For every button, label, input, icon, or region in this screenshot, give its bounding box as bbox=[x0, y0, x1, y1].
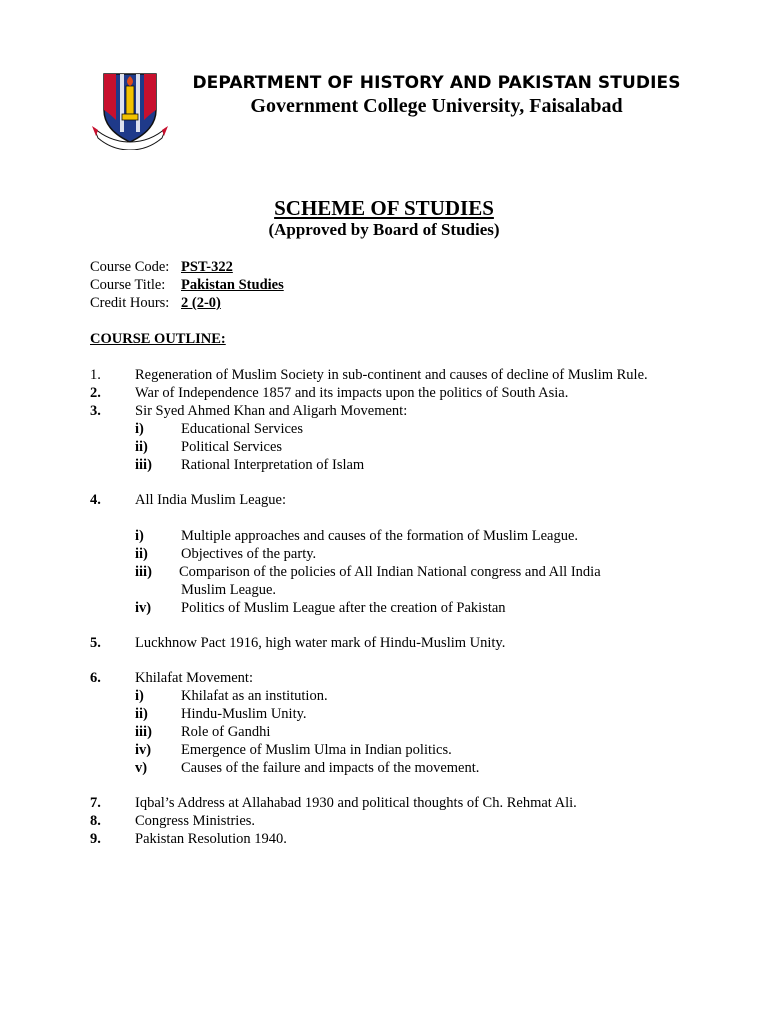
outline-item-number: 3. bbox=[90, 403, 101, 419]
outline-item-text: War of Independence 1857 and its impacts upon the politics of South Asia. bbox=[135, 385, 569, 401]
course-title-label: Course Title: bbox=[90, 277, 166, 293]
page-subtitle: (Approved by Board of Studies) bbox=[268, 220, 500, 239]
outline-item-text: Sir Syed Ahmed Khan and Aligarh Movement: bbox=[135, 403, 408, 419]
department-heading: DEPARTMENT OF HISTORY AND PAKISTAN STUDIES bbox=[192, 73, 681, 93]
sub-item-number: i) bbox=[135, 688, 144, 704]
sub-item-text: Educational Services bbox=[181, 421, 303, 437]
course-code-label: Course Code: bbox=[90, 259, 170, 275]
sub-item-number: iii) bbox=[135, 564, 152, 580]
outline-item-text: Khilafat Movement: bbox=[135, 670, 253, 686]
sub-item-number: ii) bbox=[135, 439, 148, 455]
outline-item-text: Iqbal’s Address at Allahabad 1930 and political thoughts of Ch. Rehmat Ali. bbox=[135, 795, 577, 811]
course-outline-heading: COURSE OUTLINE: bbox=[90, 331, 226, 347]
sub-item-number: iv) bbox=[135, 600, 152, 616]
outline-item-text: Pakistan Resolution 1940. bbox=[135, 831, 287, 847]
sub-item-number: i) bbox=[135, 528, 144, 544]
outline-item-number: 6. bbox=[90, 670, 101, 686]
outline-item-text: All India Muslim League: bbox=[135, 492, 287, 508]
credit-hours-value: 2 (2-0) bbox=[181, 295, 221, 311]
course-title-value: Pakistan Studies bbox=[181, 277, 284, 293]
sub-item-text: Objectives of the party. bbox=[181, 546, 317, 562]
sub-item-text: Multiple approaches and causes of the formation of Muslim League. bbox=[181, 528, 579, 544]
sub-item-text: Comparison of the policies of All Indian National congress and All India bbox=[179, 564, 601, 580]
sub-item-number: iv) bbox=[135, 742, 152, 758]
university-name: Government College University, Faisalabad bbox=[250, 95, 623, 117]
sub-item-number: i) bbox=[135, 421, 144, 437]
sub-item-text: Khilafat as an institution. bbox=[181, 688, 328, 704]
outline-item-number: 7. bbox=[90, 795, 101, 811]
course-code-row bbox=[90, 259, 233, 276]
outline-item-text: Regeneration of Muslim Society in sub-continent and causes of decline of Muslim Rule. bbox=[135, 367, 648, 383]
sub-item-number: ii) bbox=[135, 546, 148, 562]
sub-item-text: Politics of Muslim League after the creation of Pakistan bbox=[181, 600, 506, 616]
outline-item-number: 5. bbox=[90, 635, 101, 651]
outline-item-number: 4. bbox=[90, 492, 101, 508]
sub-item-text: Causes of the failure and impacts of the movement. bbox=[181, 760, 480, 776]
sub-item-text: Rational Interpretation of Islam bbox=[181, 457, 365, 473]
sub-item-text: Emergence of Muslim Ulma in Indian politics. bbox=[181, 742, 452, 758]
sub-item-number: iii) bbox=[135, 457, 152, 473]
outline-item-number: 2. bbox=[90, 385, 101, 401]
sub-item-text: Hindu-Muslim Unity. bbox=[181, 706, 307, 722]
sub-item-text: Role of Gandhi bbox=[181, 724, 271, 740]
outline-item-number: 9. bbox=[90, 831, 101, 847]
sub-item-number: ii) bbox=[135, 706, 148, 722]
outline-item-text: Congress Ministries. bbox=[135, 813, 256, 829]
outline-item-text: Luckhnow Pact 1916, high water mark of Hindu-Muslim Unity. bbox=[135, 635, 506, 651]
course-title-row bbox=[90, 277, 284, 294]
sub-item-number: iii) bbox=[135, 724, 152, 740]
outline-item-number: 1. bbox=[90, 367, 101, 383]
outline-item-number: 8. bbox=[90, 813, 101, 829]
sub-item-text-continued: Muslim League. bbox=[181, 582, 277, 598]
credit-hours-row bbox=[90, 295, 221, 312]
sub-item-text: Political Services bbox=[181, 439, 283, 455]
page-title: SCHEME OF STUDIES bbox=[274, 196, 494, 220]
sub-item-number: v) bbox=[135, 760, 148, 776]
course-code-value: PST-322 bbox=[181, 259, 233, 275]
credit-hours-label: Credit Hours: bbox=[90, 295, 170, 311]
